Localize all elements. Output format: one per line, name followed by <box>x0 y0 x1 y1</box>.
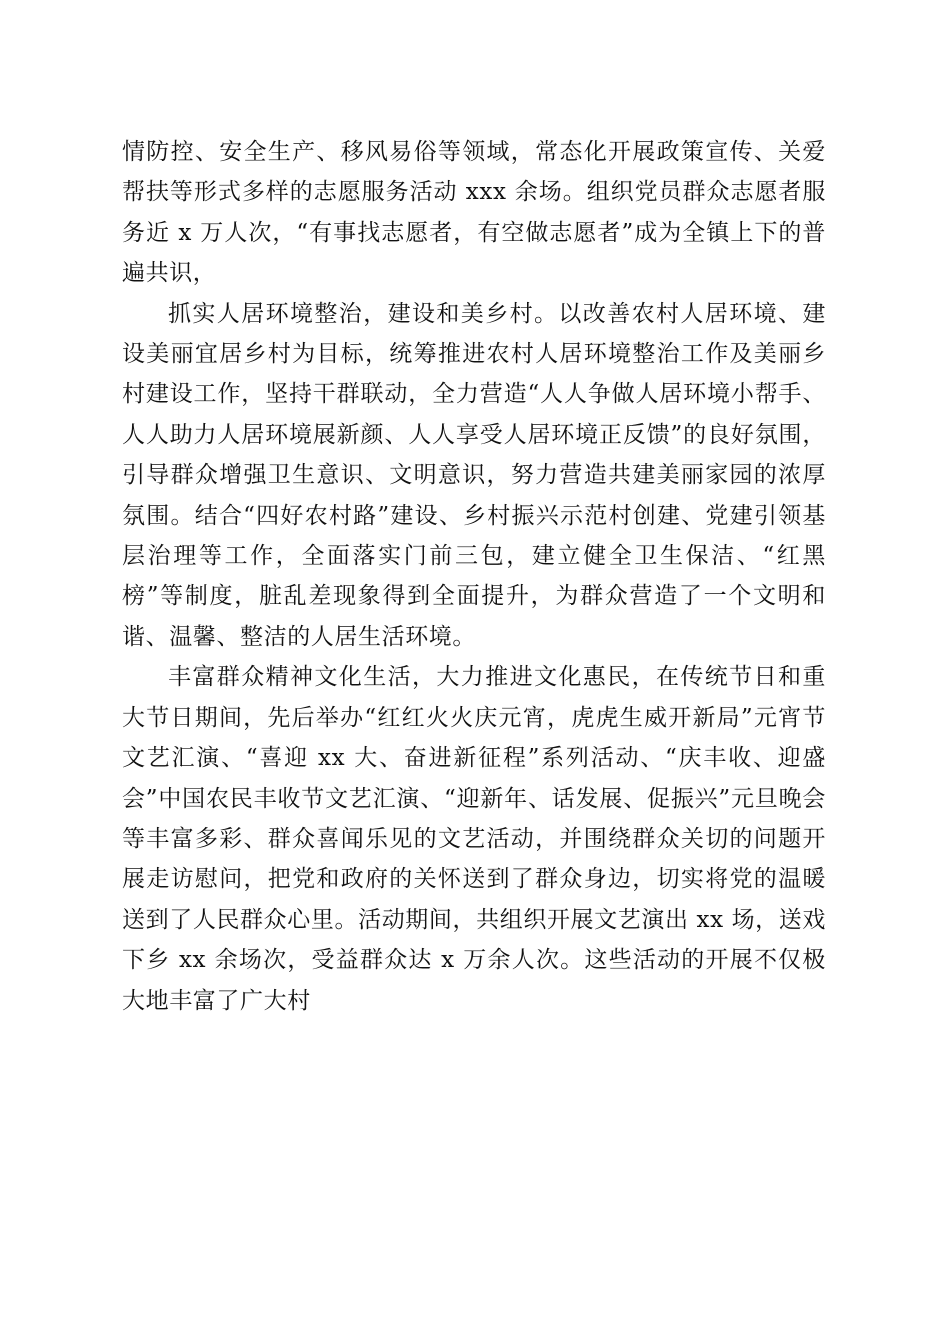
paragraph-volunteer-services: 情防控、安全生产、移风易俗等领域，常态化开展政策宣传、关爱帮扶等形式多样的志愿服务活动 xxx 余场。组织党员群众志愿者服务近 x 万人次，“有事找志愿者，有空做志愿者”成为全镇上下的普遍共识， <box>122 139 826 287</box>
paragraph-living-environment: 抓实人居环境整治，建设和美乡村。以改善农村人居环境、建设美丽宜居乡村为目标，统筹推进农村人居环境整治工作及美丽乡村建设工作，坚持干群联动，全力营造“人人争做人居环境小帮手、人人助力人居环境展新颜、人人享受人居环境正反馈”的良好氛围，引导群众增强卫生意识、文明意识，努力营造共建美丽家园的浓厚氛围。结合“四好农村路”建设、乡村振兴示范村创建、党建引领基层治理等工作，全面落实门前三包，建立健全卫生保洁、“红黑榜”等制度，脏乱差现象得到全面提升，为群众营造了一个文明和谐、温馨、整洁的人居生活环境。 <box>122 300 826 650</box>
document-body <box>122 132 826 1021</box>
paragraph-cultural-life: 丰富群众精神文化生活，大力推进文化惠民，在传统节日和重大节日期间，先后举办“红红火火庆元宵，虎虎生威开新局”元宵节文艺汇演、“喜迎 xx 大、奋进新征程”系列活动、“庆丰收、迎盛会”中国农民丰收节文艺汇演、“迎新年、话发展、促振兴”元旦晚会等丰富多彩、群众喜闻乐见的文艺活动，并围绕群众关切的问题开展走访慰问，把党和政府的关怀送到了群众身边，切实将党的温暖送到了人民群众心里。活动期间，共组织开展文艺演出 xx 场，送戏下乡 xx 余场次，受益群众达 x 万余人次。这些活动的开展不仅极大地丰富了广大村 <box>122 664 826 1014</box>
